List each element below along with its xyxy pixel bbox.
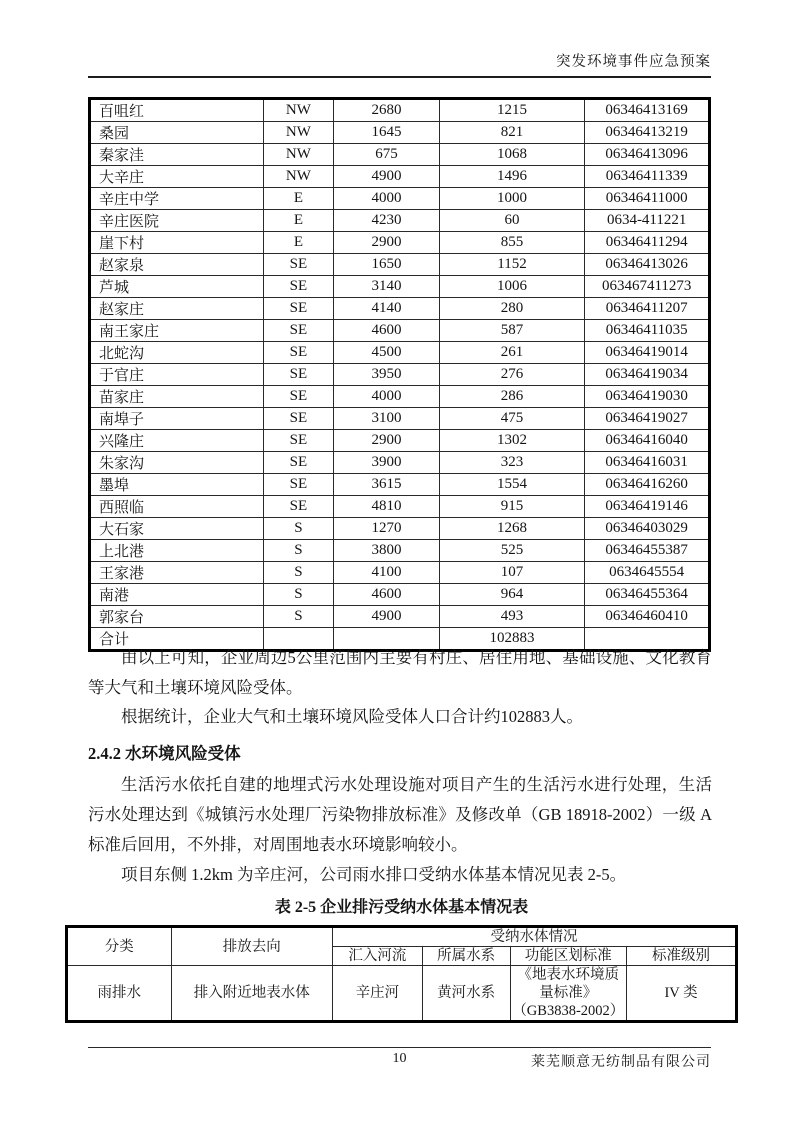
cell-village-name: 大辛庄 <box>90 166 264 188</box>
cell-distance: 4500 <box>334 342 439 364</box>
cell-direction: NW <box>263 122 334 144</box>
cell-distance: 3615 <box>334 474 439 496</box>
table-row <box>90 232 710 254</box>
header-rule <box>88 76 711 78</box>
cell-village-name: 辛庄医院 <box>90 210 264 232</box>
footer-company-name: 莱芜顺意无纺制品有限公司 <box>531 1055 711 1070</box>
cell-phone: 06346419034 <box>585 364 710 386</box>
cell-village-name: 西照临 <box>90 496 264 518</box>
cell-distance: 4000 <box>334 386 439 408</box>
cell-village-name: 南港 <box>90 584 264 606</box>
cell-population: 323 <box>439 452 585 474</box>
cell-population: 1496 <box>439 166 585 188</box>
cell-population: 525 <box>439 540 585 562</box>
cell-direction: SE <box>263 320 334 342</box>
table-row <box>90 386 710 408</box>
cell-direction: SE <box>263 452 334 474</box>
cell-system: 黄河水系 <box>422 966 510 1022</box>
risk-receptor-table <box>88 97 711 652</box>
cell-direction: S <box>263 540 334 562</box>
table-row <box>90 364 710 386</box>
cell-phone: 06346416040 <box>585 430 710 452</box>
cell-phone: 06346416260 <box>585 474 710 496</box>
cell-population: 855 <box>439 232 585 254</box>
cell-distance: 4600 <box>334 320 439 342</box>
table-row <box>90 606 710 628</box>
cell-village-name: 于官庄 <box>90 364 264 386</box>
cell-direction: SE <box>263 254 334 276</box>
cell-standard <box>510 966 627 1022</box>
cell-river: 辛庄河 <box>332 966 422 1022</box>
cell-standard-name: 《地表水环境质量标准》 <box>517 967 620 1001</box>
cell-direction: S <box>263 562 334 584</box>
paragraph-wastewater: 生活污水依托自建的地埋式污水处理设施对项目产生的生活污水进行处理，生活污水处理达到《城镇污水处理厂污染物排放标准》及修改单（GB 18918-2002）一级 A 标准后回用，不外排，对周围地表水环境影响较小。 <box>88 775 712 854</box>
cell-phone: 06346403029 <box>585 518 710 540</box>
cell-total-label: 合计 <box>90 628 264 651</box>
cell-population: 1152 <box>439 254 585 276</box>
cell-population: 1554 <box>439 474 585 496</box>
table-row <box>90 430 710 452</box>
table-row <box>90 496 710 518</box>
table-row <box>90 452 710 474</box>
cell-direction: S <box>263 518 334 540</box>
cell-phone: 06346413169 <box>585 99 710 122</box>
cell-distance: 4100 <box>334 562 439 584</box>
table-row <box>90 342 710 364</box>
footer-rule <box>88 1047 711 1048</box>
cell-distance: 4900 <box>334 166 439 188</box>
cell-village-name: 兴隆庄 <box>90 430 264 452</box>
cell-direction: SE <box>263 298 334 320</box>
cell-direction: E <box>263 188 334 210</box>
water-body-table <box>65 925 738 1023</box>
cell-village-name: 秦家洼 <box>90 144 264 166</box>
page-header-title: 突发环境事件应急预案 <box>556 54 711 70</box>
cell-population: 276 <box>439 364 585 386</box>
cell-distance: 1270 <box>334 518 439 540</box>
cell-phone: 06346413096 <box>585 144 710 166</box>
cell-phone: 063467411273 <box>585 276 710 298</box>
cell-village-name: 大石家 <box>90 518 264 540</box>
table-row <box>90 298 710 320</box>
cell-phone: 06346460410 <box>585 606 710 628</box>
table-row <box>90 474 710 496</box>
cell-distance: 3900 <box>334 452 439 474</box>
table-row <box>90 254 710 276</box>
cell-population: 821 <box>439 122 585 144</box>
cell-distance: 3140 <box>334 276 439 298</box>
cell-village-name: 苗家庄 <box>90 386 264 408</box>
cell-distance: 2900 <box>334 430 439 452</box>
cell-population: 107 <box>439 562 585 584</box>
cell-village-name: 郭家台 <box>90 606 264 628</box>
table-row <box>90 584 710 606</box>
cell-phone: 0634-411221 <box>585 210 710 232</box>
cell-phone: 06346455387 <box>585 540 710 562</box>
cell-distance: 4600 <box>334 584 439 606</box>
cell-distance: 4140 <box>334 298 439 320</box>
cell-village-name: 崖下村 <box>90 232 264 254</box>
cell-level: IV 类 <box>627 966 737 1022</box>
cell-phone: 06346419014 <box>585 342 710 364</box>
cell-population: 1302 <box>439 430 585 452</box>
cell-direction: S <box>263 584 334 606</box>
header-system: 所属水系 <box>422 947 510 966</box>
cell-destination: 排入附近地表水体 <box>171 966 332 1022</box>
cell-direction: E <box>263 232 334 254</box>
header-category: 分类 <box>67 927 172 966</box>
header-river: 汇入河流 <box>332 947 422 966</box>
table-row <box>90 540 710 562</box>
cell-population: 1068 <box>439 144 585 166</box>
cell-direction: SE <box>263 430 334 452</box>
cell-distance: 1650 <box>334 254 439 276</box>
cell-direction: SE <box>263 408 334 430</box>
table-row <box>90 518 710 540</box>
water-table-title: 表 2-5 企业排污受纳水体基本情况表 <box>274 899 529 916</box>
cell-phone: 06346419146 <box>585 496 710 518</box>
cell-distance: 4230 <box>334 210 439 232</box>
cell-direction: SE <box>263 364 334 386</box>
footer-page-number: 10 <box>392 1051 407 1066</box>
cell-population: 1215 <box>439 99 585 122</box>
cell-distance: 2680 <box>334 99 439 122</box>
table-row <box>90 210 710 232</box>
cell-phone: 06346416031 <box>585 452 710 474</box>
paragraph-river: 项目东侧 1.2km 为辛庄河，公司雨水排口受纳水体基本情况见表 2-5。 <box>121 865 627 884</box>
cell-phone: 06346413219 <box>585 122 710 144</box>
cell-phone: 06346419030 <box>585 386 710 408</box>
cell-distance: 4000 <box>334 188 439 210</box>
cell-population: 280 <box>439 298 585 320</box>
table-row <box>90 188 710 210</box>
cell-population: 915 <box>439 496 585 518</box>
cell-population: 587 <box>439 320 585 342</box>
cell-phone: 06346411207 <box>585 298 710 320</box>
cell-distance: 3100 <box>334 408 439 430</box>
cell-village-name: 桑园 <box>90 122 264 144</box>
water-table-header-row-1 <box>67 927 737 947</box>
cell-village-name: 墨埠 <box>90 474 264 496</box>
cell-village-name: 南埠子 <box>90 408 264 430</box>
cell-phone: 06346413026 <box>585 254 710 276</box>
table-row <box>90 562 710 584</box>
cell-population: 964 <box>439 584 585 606</box>
cell-village-name: 朱家沟 <box>90 452 264 474</box>
cell-village-name: 芦城 <box>90 276 264 298</box>
cell-village-name: 王家港 <box>90 562 264 584</box>
cell-phone: 06346411294 <box>585 232 710 254</box>
cell-population: 493 <box>439 606 585 628</box>
cell-direction: SE <box>263 496 334 518</box>
cell-distance: 4810 <box>334 496 439 518</box>
table-row <box>90 276 710 298</box>
cell-village-name: 辛庄中学 <box>90 188 264 210</box>
cell-direction: SE <box>263 386 334 408</box>
table-row <box>90 99 710 122</box>
cell-standard-code: （GB3838-2002） <box>512 1003 625 1019</box>
cell-phone: 06346455364 <box>585 584 710 606</box>
paragraph-summary: 由以上可知，企业周边5公里范围内主要有村庄、居住用地、基础设施、文化教育等大气和土壤环境风险受体。 <box>88 648 712 697</box>
cell-village-name: 赵家泉 <box>90 254 264 276</box>
cell-phone: 06346411000 <box>585 188 710 210</box>
cell-distance: 3950 <box>334 364 439 386</box>
cell-distance: 4900 <box>334 606 439 628</box>
cell-village-name: 上北港 <box>90 540 264 562</box>
cell-direction: NW <box>263 99 334 122</box>
water-table-data-row <box>67 966 737 1022</box>
section-heading-2-4-2: 2.4.2 水环境风险受体 <box>88 744 241 763</box>
cell-population: 475 <box>439 408 585 430</box>
cell-village-name: 赵家庄 <box>90 298 264 320</box>
cell-direction: SE <box>263 474 334 496</box>
cell-village-name: 百咀红 <box>90 99 264 122</box>
header-group-receiving-water: 受纳水体情况 <box>332 927 736 947</box>
cell-direction: E <box>263 210 334 232</box>
cell-category: 雨排水 <box>67 966 172 1022</box>
cell-phone: 06346411035 <box>585 320 710 342</box>
cell-population: 1000 <box>439 188 585 210</box>
cell-phone: 06346411339 <box>585 166 710 188</box>
paragraph-population-total: 根据统计，企业大气和土壤环境风险受体人口合计约102883人。 <box>121 707 583 726</box>
cell-direction: NW <box>263 166 334 188</box>
cell-population: 1268 <box>439 518 585 540</box>
cell-phone: 0634645554 <box>585 562 710 584</box>
cell-direction: SE <box>263 342 334 364</box>
cell-village-name: 北蛇沟 <box>90 342 264 364</box>
table-row <box>90 166 710 188</box>
cell-population: 286 <box>439 386 585 408</box>
cell-distance: 2900 <box>334 232 439 254</box>
cell-distance: 3800 <box>334 540 439 562</box>
cell-population: 60 <box>439 210 585 232</box>
table-row <box>90 408 710 430</box>
cell-population-total: 102883 <box>439 628 585 651</box>
cell-village-name: 南王家庄 <box>90 320 264 342</box>
cell-direction: NW <box>263 144 334 166</box>
table-row <box>90 320 710 342</box>
cell-direction: S <box>263 606 334 628</box>
header-level: 标准级别 <box>627 947 737 966</box>
table-row <box>90 122 710 144</box>
cell-direction: SE <box>263 276 334 298</box>
cell-population: 1006 <box>439 276 585 298</box>
header-destination: 排放去向 <box>171 927 332 966</box>
cell-population: 261 <box>439 342 585 364</box>
header-standard: 功能区划标准 <box>510 947 627 966</box>
cell-distance: 1645 <box>334 122 439 144</box>
table-row <box>90 144 710 166</box>
cell-distance: 675 <box>334 144 439 166</box>
cell-phone: 06346419027 <box>585 408 710 430</box>
